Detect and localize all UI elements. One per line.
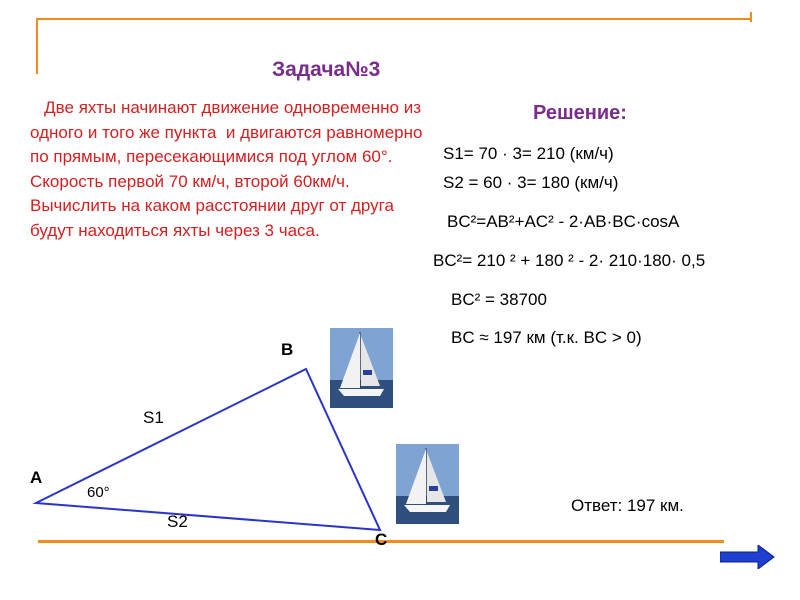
solution-s2: S2 = 60 · 3= 180 (км/ч) (443, 173, 619, 192)
vertex-c-label: С (375, 530, 388, 549)
solution-result-squared: BC² = 38700 (451, 290, 547, 309)
sailboat-photo-1 (330, 328, 393, 408)
right-arrow-icon[interactable] (720, 545, 775, 569)
solution-s1: S1= 70 · 3= 210 (км/ч) (443, 144, 614, 163)
vertex-a-label: А (30, 468, 43, 487)
side-ac-label: S2 (167, 512, 188, 531)
answer-text: Ответ: 197 км. (571, 496, 684, 515)
solution-formula: BC²=AB²+AC² - 2·AB·BC·cosA (447, 212, 680, 231)
solution-heading: Решение: (533, 102, 627, 124)
side-ab-label: S1 (143, 408, 164, 427)
slide-title: Задача№3 (272, 58, 381, 81)
solution-result: BC ≈ 197 км (т.к. BC > 0) (451, 328, 642, 347)
solution-substitution: BC²= 210 ² + 180 ² - 2· 210·180· 0,5 (433, 251, 706, 270)
sailboat-photo-2 (396, 444, 459, 524)
problem-text: Две яхты начинают движение одновременно из одного и того же пункта и двигаются равномерно по прямым, пересекающимися под углом 60°. Скорость первой 70 км/ч, второй 60км/ч. Вычислить на каком расстоянии друг от друга будут находиться яхты через 3 часа. (30, 98, 428, 240)
triangle-abc (36, 369, 380, 530)
angle-a-label: 60° (87, 484, 110, 501)
vertex-b-label: В (281, 340, 294, 359)
